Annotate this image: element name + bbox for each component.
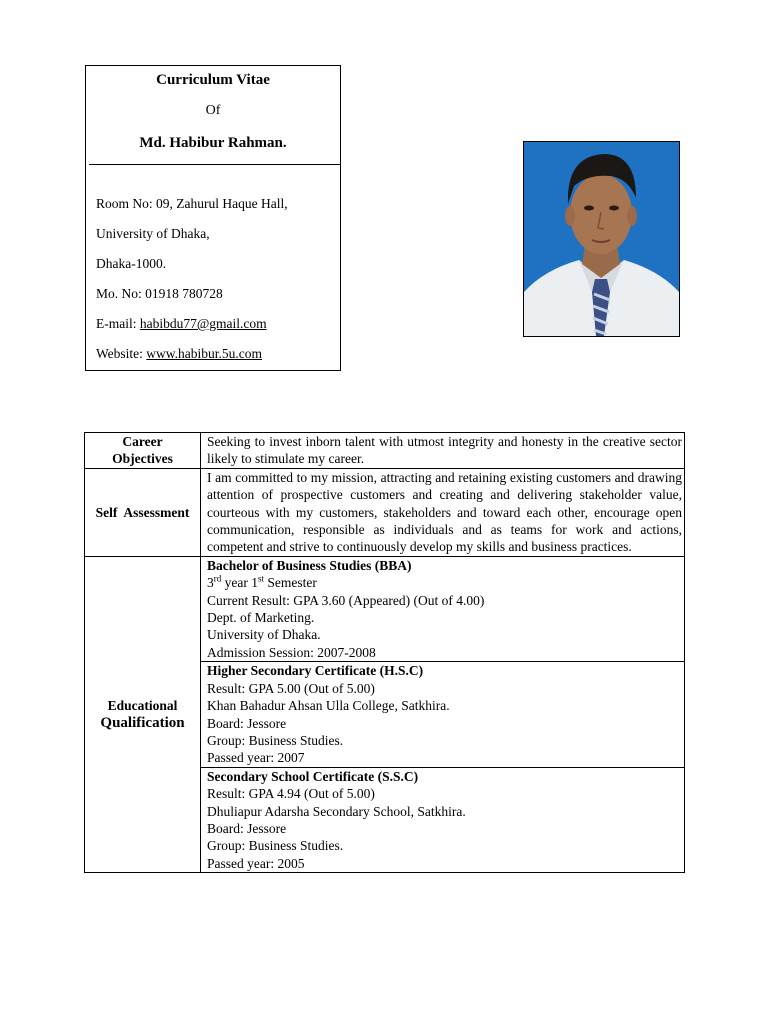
- ssc-passed: Passed year: 2005: [207, 855, 305, 871]
- bba-year: [207, 574, 682, 591]
- cv-details-table: [84, 432, 685, 873]
- cv-title: Curriculum Vitae: [156, 72, 270, 88]
- hsc-group: Group: Business Studies.: [207, 732, 344, 748]
- ssc-school: Dhuliapur Adarsha Secondary School, Satkhira.: [207, 803, 466, 819]
- career-objectives-text: Seeking to invest inborn talent with utmost integrity and honesty in the creative sector likely to stimulate my career.: [201, 433, 685, 469]
- mobile-label: Mo. No:: [96, 286, 146, 301]
- career-label-line-2: Objectives: [112, 451, 173, 467]
- email-link[interactable]: habibdu77@gmail.com: [139, 316, 267, 331]
- bba-university: University of Dhaka.: [207, 627, 321, 643]
- bba-sem-text: Semester: [264, 575, 317, 591]
- education-bba-row: [85, 556, 685, 661]
- bba-block: [201, 556, 685, 661]
- website-label: Website:: [96, 346, 147, 361]
- bba-title: Bachelor of Business Studies (BBA): [207, 557, 412, 573]
- bba-dept: Dept. of Marketing.: [207, 610, 315, 626]
- bba-year-mid: year 1: [221, 575, 258, 591]
- cv-name: Md. Habibur Rahman.: [139, 135, 287, 151]
- ssc-result: Result: GPA 4.94 (Out of 5.00): [207, 786, 375, 802]
- profile-photo: [523, 141, 680, 337]
- header-box: [85, 65, 341, 371]
- career-objectives-label: [85, 433, 201, 469]
- cv-of: Of: [205, 103, 221, 118]
- address-line-3: Dhaka-1000.: [96, 256, 167, 271]
- ssc-board: Board: Jessore: [207, 820, 287, 836]
- ssc-group: Group: Business Studies.: [207, 838, 344, 854]
- hsc-college: Khan Bahadur Ahsan Ulla College, Satkhira.: [207, 698, 450, 714]
- self-assessment-row: [85, 468, 685, 556]
- mobile-line: [96, 286, 223, 302]
- educational-qualification-label: [85, 556, 201, 872]
- website-line: [96, 346, 262, 362]
- ssc-title: Secondary School Certificate (S.S.C): [207, 768, 419, 784]
- career-objectives-row: [85, 433, 685, 469]
- bba-year-sup: rd: [213, 573, 222, 584]
- header-divider: [89, 164, 340, 165]
- bba-session: Admission Session: 2007-2008: [207, 644, 376, 660]
- email-label: E-mail:: [96, 316, 140, 331]
- hsc-block: [201, 662, 685, 767]
- website-link[interactable]: www.habibur.5u.com: [146, 346, 263, 361]
- ssc-block: [201, 767, 685, 872]
- hsc-result: Result: GPA 5.00 (Out of 5.00): [207, 680, 375, 696]
- email-line: [96, 316, 267, 332]
- hsc-board: Board: Jessore: [207, 715, 287, 731]
- education-label-line-1: Educational: [107, 697, 178, 713]
- bba-sem-sup: st: [257, 573, 264, 584]
- mobile-number: 01918 780728: [145, 286, 223, 301]
- bba-year-num: 3: [207, 575, 214, 591]
- hsc-title: Higher Secondary Certificate (H.S.C): [207, 663, 424, 679]
- address-line-2: University of Dhaka,: [96, 226, 210, 241]
- hsc-passed: Passed year: 2007: [207, 750, 305, 766]
- self-assessment-label: Self Assessment: [85, 468, 201, 556]
- address-line-1: Room No: 09, Zahurul Haque Hall,: [96, 196, 288, 211]
- bba-result: Current Result: GPA 3.60 (Appeared) (Out of 4.00): [207, 592, 485, 608]
- portrait-image: [524, 142, 679, 336]
- career-label-line-1: Career: [122, 434, 163, 449]
- self-assessment-text: I am committed to my mission, attracting and retaining existing customers and drawing attention of prospective customers and creating and delivering stakeholder value, courteous with my customers, stakeholders and toward each other, encourage open communication, responsible as individuals and as teams for work and actions, competent and strive to continuously develop my skills and business practices.: [201, 468, 685, 556]
- education-label-line-2: Qualification: [100, 715, 185, 731]
